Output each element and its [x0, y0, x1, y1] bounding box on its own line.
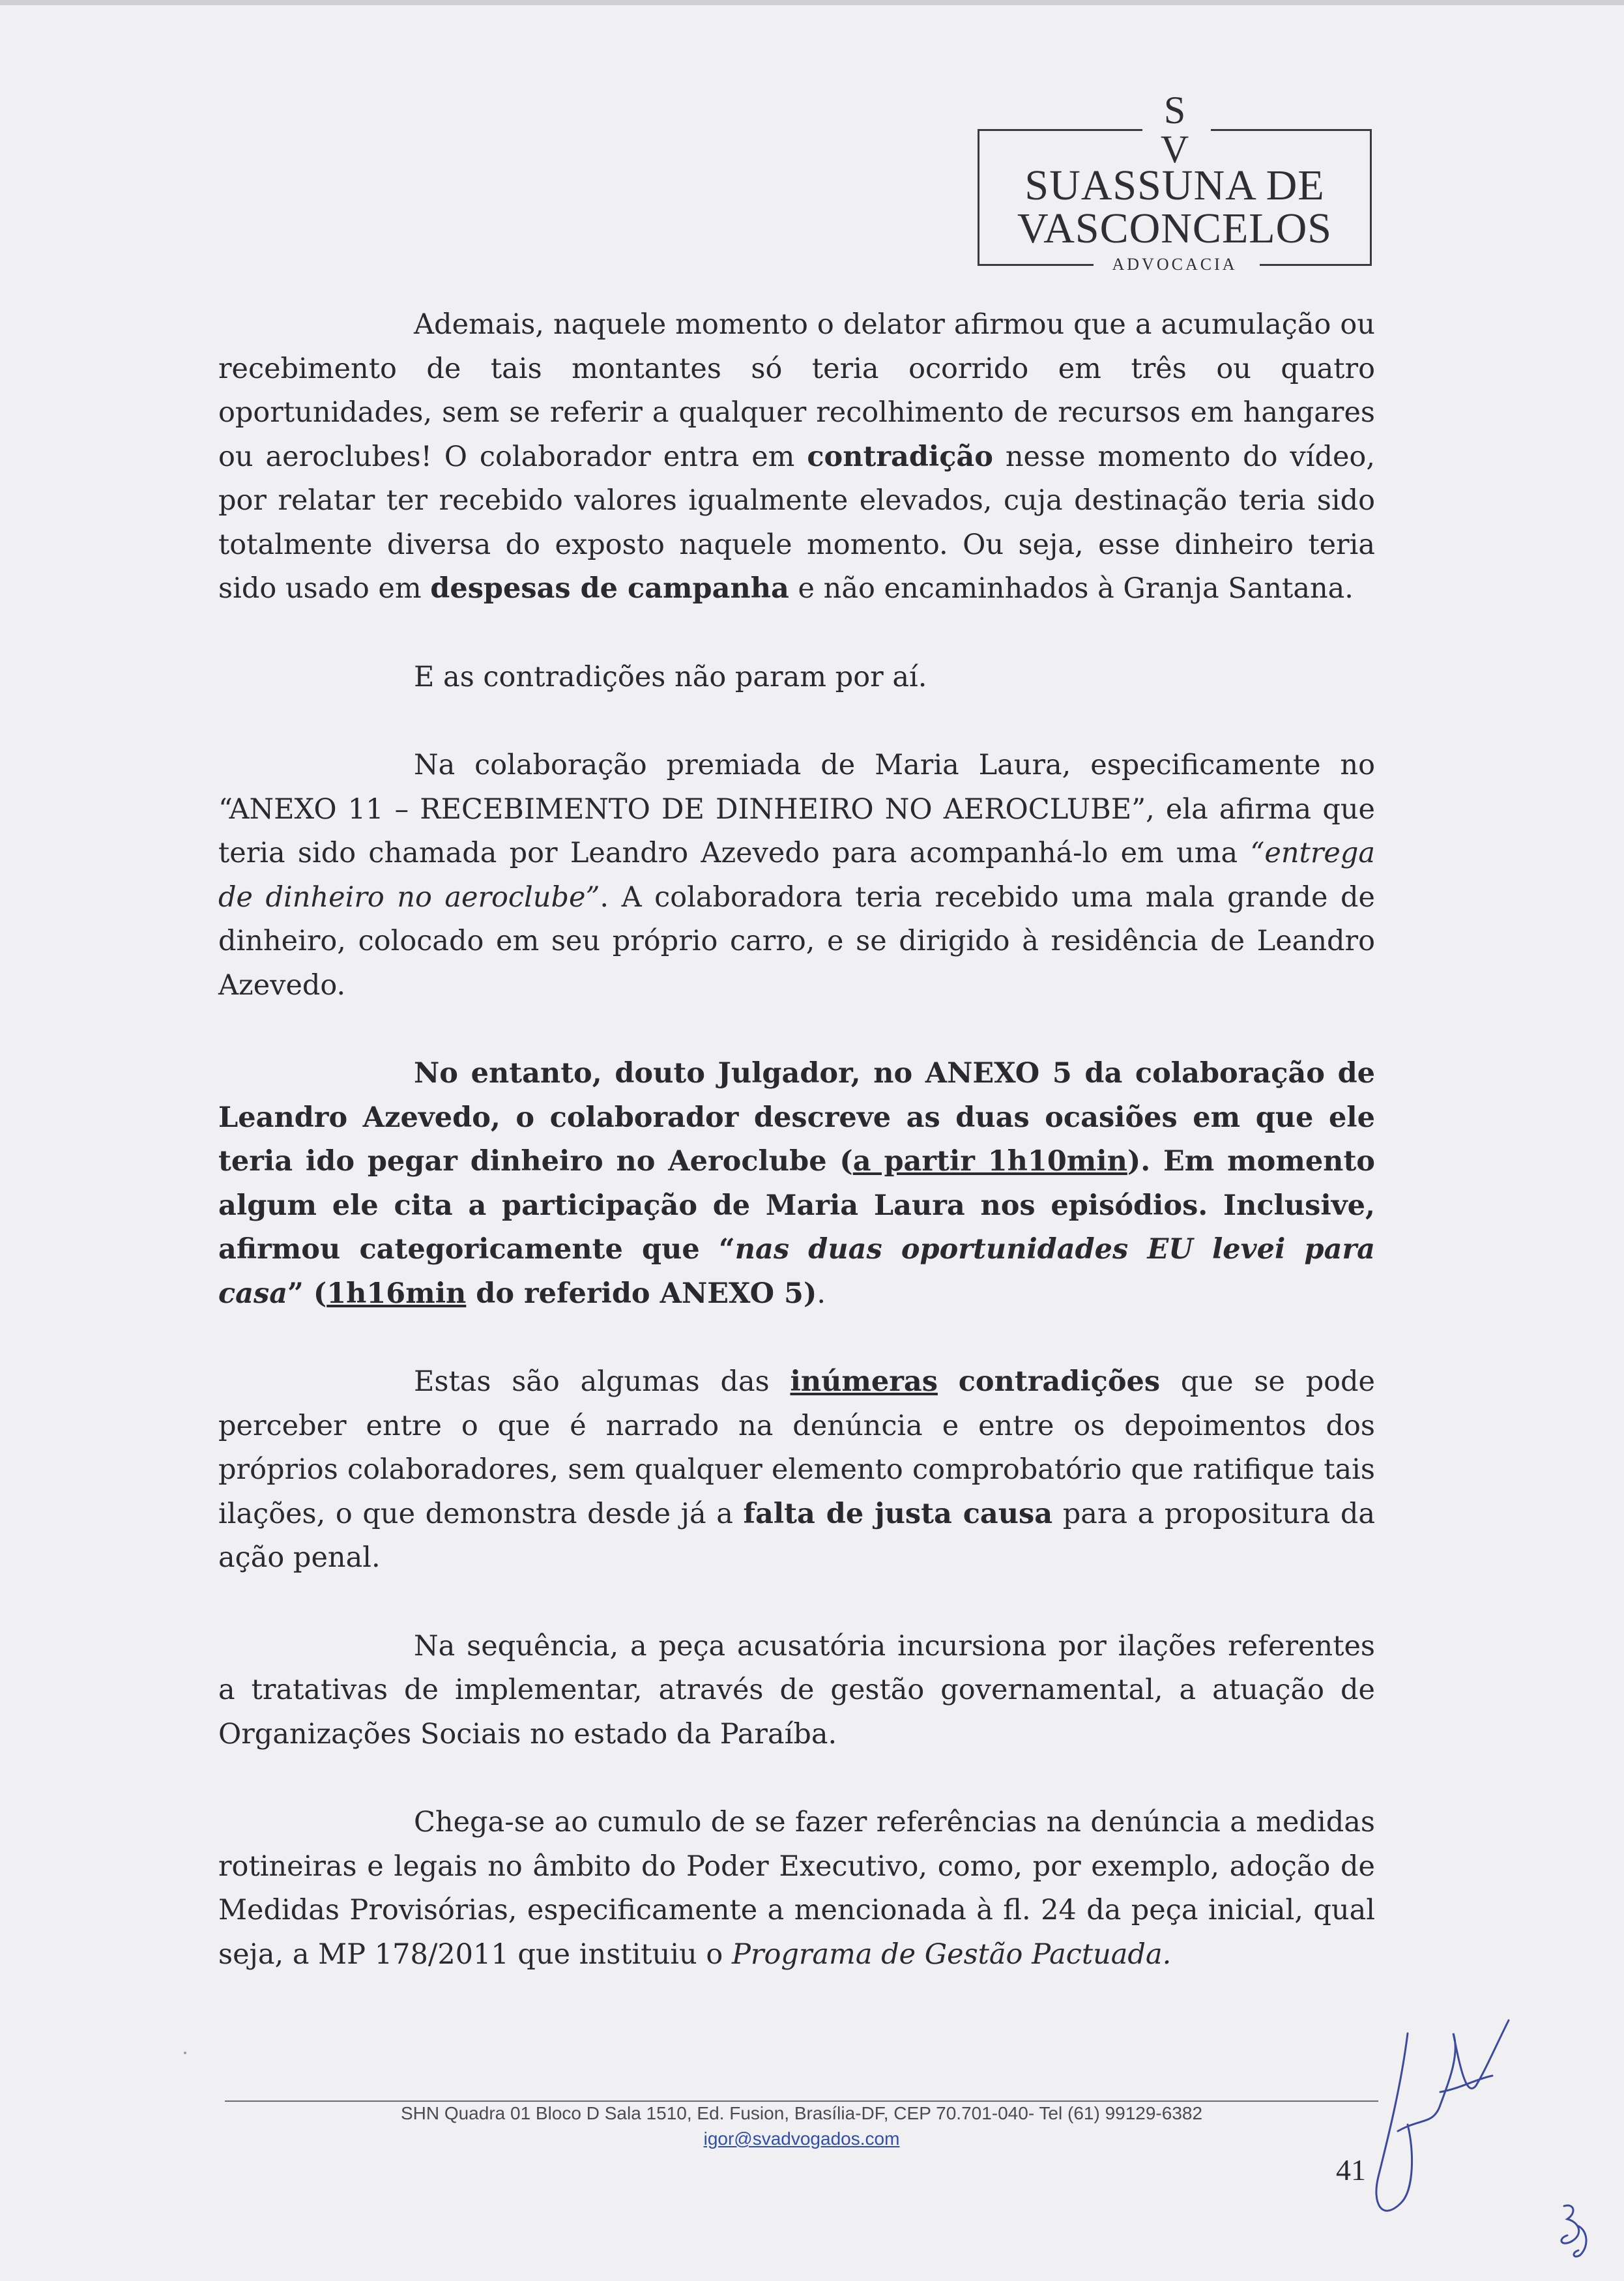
document-body — [218, 303, 1375, 2021]
text-run: contradição — [807, 440, 993, 473]
logo-name-line2: VASCONCELOS — [1017, 205, 1332, 252]
footer-address: SHN Quadra 01 Bloco D Sala 1510, Ed. Fusion, Brasília-DF, CEP 70.701-040- Tel (61) 99129-6382 — [400, 2103, 1203, 2123]
text-run: do referido ANEXO 5) — [466, 1277, 817, 1310]
text-run: 1h16min — [326, 1277, 467, 1310]
page-number: 41 — [1336, 2153, 1366, 2187]
text-run: Na sequência, a peça acusatória incursiona por ilações referentes a tratativas de implementar, através de gestão governamental, a atuação de Organizações Sociais no estado da Paraíba. — [218, 1629, 1375, 1751]
footer-email-link[interactable]: igor@svadvogados.com — [703, 2128, 900, 2149]
logo-monogram: S V — [1160, 89, 1189, 171]
text-run: contradições — [958, 1365, 1161, 1398]
scan-top-edge — [0, 0, 1624, 5]
text-run: . — [817, 1277, 826, 1310]
text-run: ). Em momento algum ele cita a participação de Maria Laura nos episódios. Inclusive, afirmou categoricamente que “ — [218, 1145, 1375, 1266]
scan-speck — [184, 2052, 186, 2054]
text-run: Programa de Gestão Pactuada. — [731, 1938, 1172, 1971]
logo-name-line1: SUASSUNA DE — [1024, 162, 1325, 209]
text-run: “entrega de dinheiro no aeroclube” — [218, 837, 1375, 914]
text-run: despesas de campanha — [430, 572, 789, 605]
handwritten-initials — [1551, 2200, 1600, 2261]
text-run: . A colaboradora teria recebido uma mala grande de dinheiro, colocado em seu próprio carro, e se dirigido à residência de Leandro Azevedo. — [218, 880, 1375, 1002]
text-run: Ademais, naquele momento o delator afirmou que a acumulação ou recebimento de tais montantes só teria ocorrido em três ou quatro oportunidades, sem se referir a qualquer recolhimento de recursos em hangares ou aeroclubes! O colaborador entra em — [218, 308, 1375, 473]
paragraph-6 — [218, 1625, 1375, 1757]
text-run: Estas são algumas das — [414, 1365, 790, 1398]
paragraph-3 — [218, 744, 1375, 1008]
text-run — [938, 1365, 959, 1398]
text-run: nesse momento do vídeo, por relatar ter recebido valores igualmente elevados, cuja destinação teria sido totalmente diversa do exposto naquele momento. Ou seja, esse dinheiro teria sido usado em — [218, 440, 1375, 605]
letterhead-logo — [978, 89, 1372, 274]
paragraph-7 — [218, 1801, 1375, 1977]
footer-divider — [225, 2100, 1378, 2102]
text-run: inúmeras — [790, 1365, 938, 1398]
text-run: falta de justa causa — [743, 1497, 1053, 1530]
paragraph-4 — [218, 1052, 1375, 1316]
logo-subtitle: ADVOCACIA — [1112, 255, 1238, 274]
text-run: para a propositura da ação penal. — [218, 1497, 1376, 1574]
text-run: que se pode perceber entre o que é narrado na denúncia e entre os depoimentos dos próprios colaboradores, sem qualquer elemento comprobatório que ratifique tais ilações, o que demonstra desde já a — [218, 1365, 1375, 1530]
handwritten-signature — [1362, 2007, 1512, 2229]
text-run: Na colaboração premiada de Maria Laura, especificamente no “ANEXO 11 – RECEBIMENTO DE DINHEIRO NO AEROCLUBE”, ela afirma que teria sido chamada por Leandro Azevedo para acompanhá-lo em uma — [218, 749, 1375, 869]
paragraph-5 — [218, 1360, 1375, 1580]
text-run: ” ( — [287, 1277, 327, 1310]
paragraph-1 — [218, 303, 1375, 611]
text-run: a partir 1h10min — [852, 1145, 1127, 1178]
text-run: No entanto, douto Julgador, no ANEXO 5 da colaboração de Leandro Azevedo, o colaborador descreve as duas ocasiões em que ele teria ido pegar dinheiro no Aeroclube ( — [218, 1057, 1375, 1178]
paragraph-2 — [218, 656, 1375, 700]
text-run: nas duas oportunidades EU levei para casa — [218, 1233, 1375, 1310]
text-run: Chega-se ao cumulo de se fazer referências na denúncia a medidas rotineiras e legais no âmbito do Poder Executivo, como, por exemplo, adoção de Medidas Provisórias, especificamente a mencionada à fl. 24 da peça inicial, qual seja, a MP 178/2011 que instituiu o — [218, 1806, 1375, 1971]
text-run: E as contradições não param por aí. — [414, 660, 927, 693]
text-run: e não encaminhados à Granja Santana. — [789, 572, 1354, 605]
